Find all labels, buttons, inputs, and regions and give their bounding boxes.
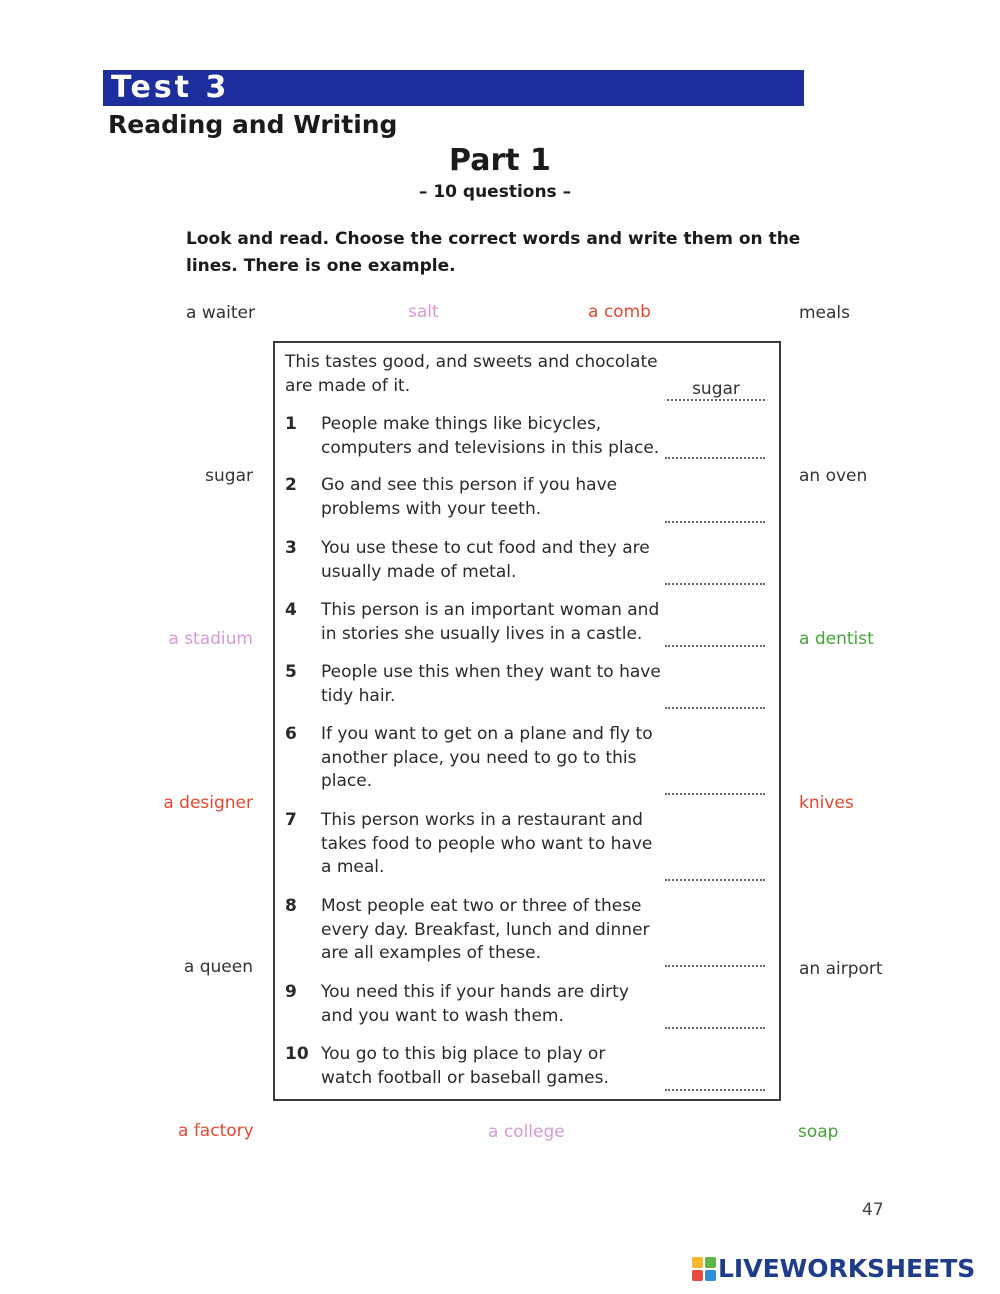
word-a-stadium: a stadium	[168, 629, 253, 649]
question-number: 7	[285, 810, 297, 830]
word-salt: salt	[408, 302, 439, 322]
liveworksheets-logo[interactable]	[692, 1256, 975, 1282]
example-answer: sugar	[667, 379, 765, 401]
word-a-queen: a queen	[183, 957, 253, 977]
question-number: 5	[285, 662, 297, 682]
answer-line[interactable]	[665, 567, 765, 585]
word-a-college: a college	[488, 1122, 565, 1142]
question-text: This person is an important woman and in stories she usually lives in a castle.	[321, 600, 660, 644]
question-number: 9	[285, 982, 297, 1002]
word-an-oven: an oven	[799, 466, 868, 486]
logo-grid-icon	[692, 1257, 716, 1281]
word-sugar: sugar	[205, 466, 253, 486]
word-knives: knives	[799, 793, 854, 813]
question-text: Go and see this person if you have problems with your teeth.	[321, 475, 618, 519]
question-text: This person works in a restaurant and takes food to people who want to have a meal.	[321, 810, 653, 877]
word-a-comb: a comb	[588, 302, 651, 322]
word-a-dentist: a dentist	[799, 629, 874, 649]
question-text: You go to this big place to play or watch football or baseball games.	[321, 1044, 609, 1088]
word-soap: soap	[798, 1122, 839, 1142]
part-title: Part 1	[449, 143, 551, 178]
question-number: 1	[285, 414, 297, 434]
question-text: If you want to get on a plane and fly to another place, you need to go to this place.	[321, 724, 653, 791]
question-number: 6	[285, 724, 297, 744]
question-number: 3	[285, 538, 297, 558]
question-number: 8	[285, 896, 297, 916]
test-title: Test 3	[111, 70, 230, 105]
question-text: You use these to cut food and they are usually made of metal.	[321, 538, 650, 582]
word-a-designer: a designer	[163, 793, 253, 813]
answer-line[interactable]	[665, 863, 765, 881]
answer-line[interactable]	[665, 949, 765, 967]
question-number: 2	[285, 475, 297, 495]
answer-line[interactable]	[665, 691, 765, 709]
part-subtitle: – 10 questions –	[418, 182, 572, 202]
question-number: 10	[285, 1044, 309, 1064]
answer-line[interactable]	[665, 441, 765, 459]
answer-line[interactable]	[665, 1073, 765, 1091]
word-a-factory: a factory	[178, 1121, 254, 1141]
question-number: 4	[285, 600, 297, 620]
answer-line[interactable]	[665, 777, 765, 795]
page-number: 47	[862, 1200, 884, 1220]
answer-line[interactable]	[665, 1011, 765, 1029]
question-text: You need this if your hands are dirty and you want to wash them.	[321, 982, 629, 1026]
question-box	[273, 341, 781, 1101]
word-an-airport: an airport	[799, 959, 883, 979]
question-text: People use this when they want to have tidy hair.	[321, 662, 661, 706]
logo-text: LIVEWORKSHEETS	[718, 1254, 976, 1283]
answer-line[interactable]	[665, 629, 765, 647]
word-a-waiter: a waiter	[186, 303, 255, 323]
test-banner	[103, 70, 804, 106]
answer-line[interactable]	[665, 505, 765, 523]
question-text: Most people eat two or three of these every day. Breakfast, lunch and dinner are all examples of these.	[321, 896, 650, 963]
instructions: Look and read. Choose the correct words and write them on the lines. There is one example.	[186, 229, 801, 276]
word-meals: meals	[799, 303, 851, 323]
section-title: Reading and Writing	[108, 110, 398, 139]
question-text: People make things like bicycles, computers and televisions in this place.	[321, 414, 660, 458]
example-text: This tastes good, and sweets and chocolate are made of it.	[285, 352, 658, 396]
